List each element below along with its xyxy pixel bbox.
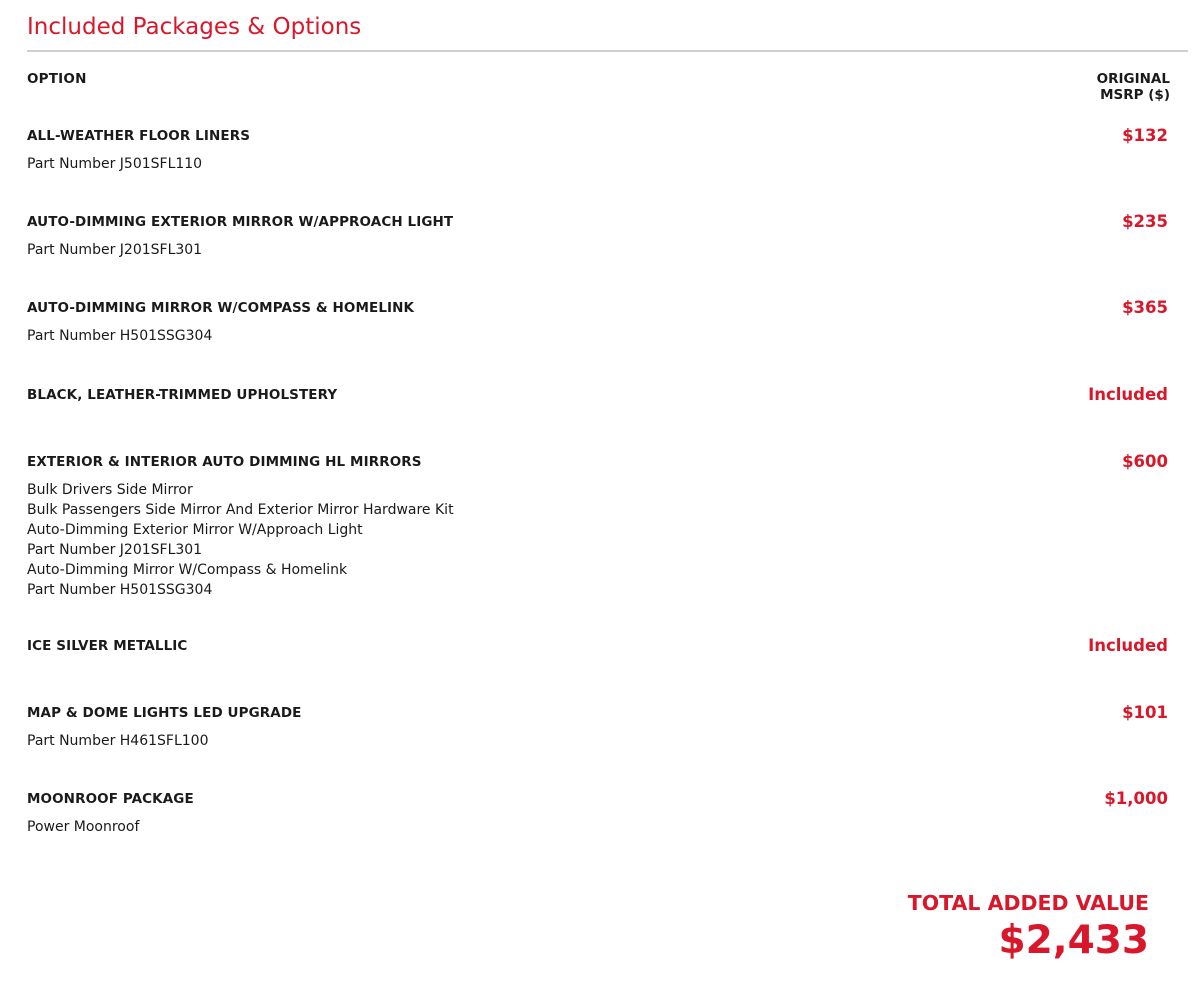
option-name: ICE SILVER METALLIC bbox=[27, 638, 188, 654]
option-name: AUTO-DIMMING MIRROR W/COMPASS & HOMELINK bbox=[27, 300, 415, 316]
option-price: $600 bbox=[1122, 452, 1168, 471]
section-title: Included Packages & Options bbox=[27, 14, 362, 40]
column-header-option: OPTION bbox=[27, 71, 87, 87]
option-detail-line: Part Number H501SSG304 bbox=[27, 328, 213, 344]
option-price: $101 bbox=[1122, 703, 1168, 722]
option-price: $235 bbox=[1122, 212, 1168, 231]
option-price: Included bbox=[1088, 636, 1168, 655]
option-price: $1,000 bbox=[1104, 789, 1168, 808]
option-detail-line: Part Number J501SFL110 bbox=[27, 156, 203, 172]
option-price: Included bbox=[1088, 385, 1168, 404]
option-detail-line: Part Number J201SFL301 bbox=[27, 242, 203, 258]
option-item bbox=[27, 454, 1170, 600]
column-header-msrp: ORIGINAL MSRP ($) bbox=[1096, 71, 1170, 103]
option-price: $365 bbox=[1122, 298, 1168, 317]
option-detail-line: Bulk Passengers Side Mirror And Exterior Mirror Hardware Kit bbox=[27, 502, 454, 518]
option-item bbox=[27, 300, 1170, 346]
option-details bbox=[27, 817, 1170, 837]
option-price: $132 bbox=[1122, 126, 1168, 145]
option-item bbox=[27, 638, 1170, 654]
total-added-value-amount: $2,433 bbox=[998, 918, 1149, 963]
option-name: EXTERIOR & INTERIOR AUTO DIMMING HL MIRRORS bbox=[27, 454, 422, 470]
option-details bbox=[27, 731, 1170, 751]
option-detail-line: Auto-Dimming Exterior Mirror W/Approach Light bbox=[27, 522, 363, 538]
option-item bbox=[27, 387, 1170, 403]
option-item bbox=[27, 705, 1170, 751]
option-detail-line: Auto-Dimming Mirror W/Compass & Homelink bbox=[27, 562, 348, 578]
option-item bbox=[27, 214, 1170, 260]
option-details bbox=[27, 240, 1170, 260]
option-item bbox=[27, 128, 1170, 174]
option-name: BLACK, LEATHER-TRIMMED UPHOLSTERY bbox=[27, 387, 338, 403]
option-detail-line: Part Number J201SFL301 bbox=[27, 542, 203, 558]
option-name: MOONROOF PACKAGE bbox=[27, 791, 194, 807]
option-details bbox=[27, 326, 1170, 346]
option-name: MAP & DOME LIGHTS LED UPGRADE bbox=[27, 705, 302, 721]
option-detail-line: Power Moonroof bbox=[27, 819, 140, 835]
option-detail-line: Part Number H461SFL100 bbox=[27, 733, 209, 749]
title-divider bbox=[27, 50, 1188, 52]
option-name: ALL-WEATHER FLOOR LINERS bbox=[27, 128, 251, 144]
option-item bbox=[27, 791, 1170, 837]
option-details bbox=[27, 154, 1170, 174]
option-detail-line: Bulk Drivers Side Mirror bbox=[27, 482, 193, 498]
option-detail-line: Part Number H501SSG304 bbox=[27, 582, 213, 598]
option-name: AUTO-DIMMING EXTERIOR MIRROR W/APPROACH LIGHT bbox=[27, 214, 454, 230]
total-added-value-label: TOTAL ADDED VALUE bbox=[907, 891, 1149, 915]
option-details bbox=[27, 480, 1170, 600]
